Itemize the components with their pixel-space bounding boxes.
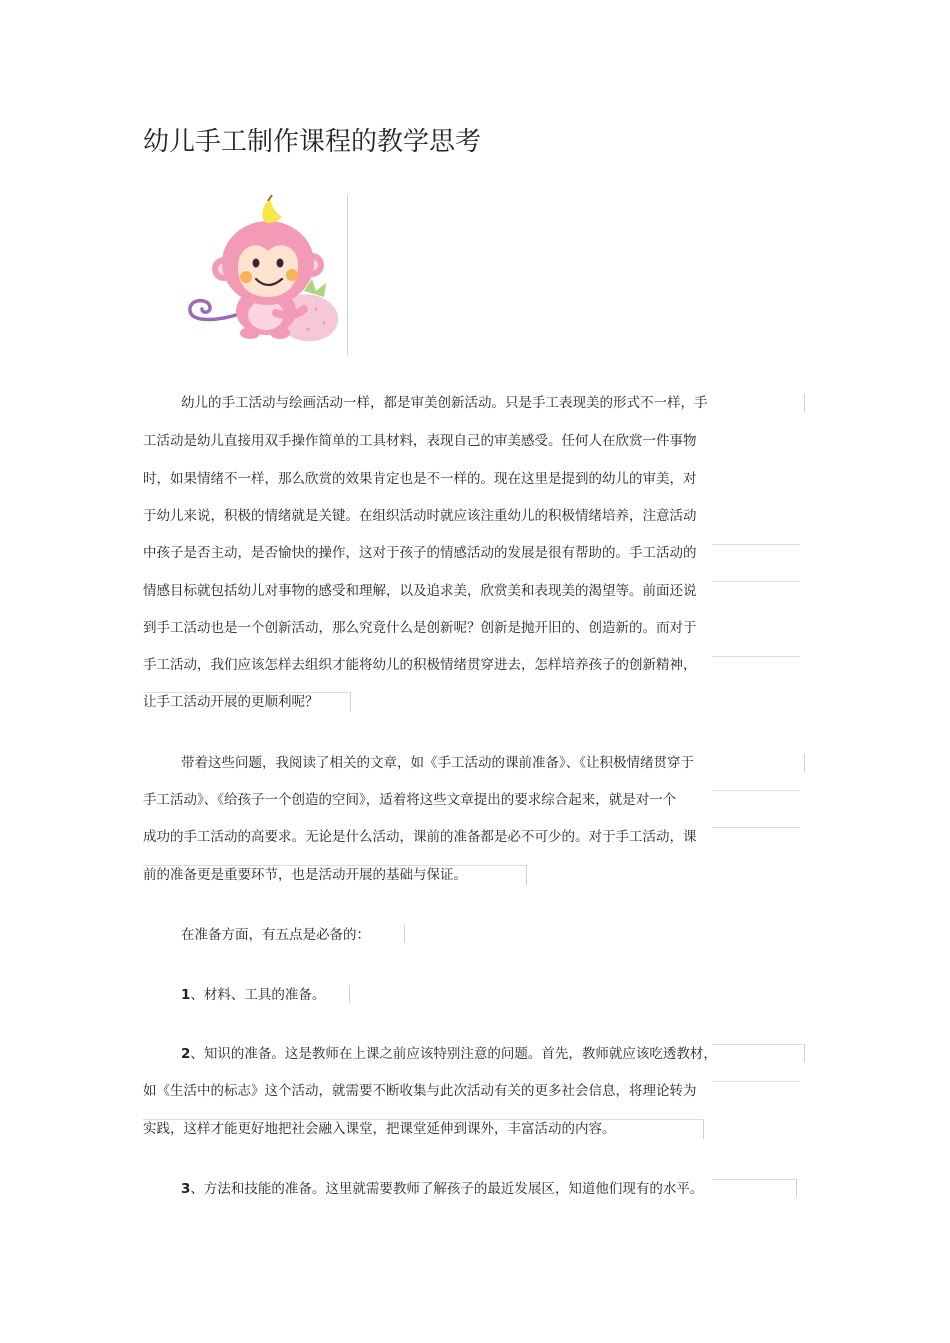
divider	[143, 692, 351, 693]
divider	[143, 1119, 703, 1120]
divider	[712, 1044, 804, 1045]
p1-line-6: 情感目标就包括幼儿对事物的感受和理解，以及追求美，欣赏美和表现美的渴望等。前面还说	[143, 583, 697, 599]
divider	[712, 581, 800, 582]
divider	[712, 544, 800, 545]
p1-line-1: 幼儿的手工活动与绘画活动一样，都是审美创新活动。只是手工表现美的形式不一样，手	[181, 395, 708, 411]
item3-text: 、方法和技能的准备。这里就需要教师了解孩子的最近发展区，知道他们现有的水平。	[190, 1181, 704, 1197]
p1-line-9: 让手工活动开展的更顺利呢？	[143, 694, 319, 710]
p1-line-2: 工活动是幼儿直接用双手操作简单的工具材料，表现自己的审美感受。任何人在欣赏一件事物	[143, 433, 697, 449]
p1-line-5: 中孩子是否主动，是否愉快的操作，这对于孩子的情感活动的发展是很有帮助的。手工活动的	[143, 545, 697, 561]
item1-text: 、材料、工具的准备。	[190, 987, 326, 1003]
divider	[712, 1179, 796, 1180]
divider	[712, 656, 800, 657]
item1-number: 1	[181, 987, 191, 1003]
divider	[712, 1081, 800, 1082]
divider	[350, 692, 351, 712]
divider	[796, 1179, 797, 1197]
p2-line-4: 前的准备更是重要环节，也是活动开展的基础与保证。	[143, 867, 467, 883]
divider	[143, 865, 527, 866]
item3-line	[181, 1179, 703, 1199]
item2-line-3: 实践，这样才能更好地把社会融入课堂，把课堂延伸到课外，丰富活动的内容。	[143, 1121, 616, 1137]
image-border	[347, 195, 348, 355]
item1-line	[181, 985, 325, 1005]
pink-monkey-illustration	[180, 193, 350, 358]
item2-line-2: 如《生活中的标志》这个活动，就需要不断收集与此次活动有关的更多社会信息，将理论转为	[143, 1083, 697, 1099]
p1-line-8: 手工活动，我们应该怎样去组织才能将幼儿的积极情绪贯穿进去，怎样培养孩子的创新精神，	[143, 657, 697, 673]
divider	[404, 925, 405, 943]
p1-line-3: 时，如果情绪不一样，那么欣赏的效果肯定也是不一样的。现在这里是提到的幼儿的审美，对	[143, 471, 697, 487]
divider	[804, 394, 805, 412]
divider	[712, 827, 800, 828]
divider	[804, 1044, 805, 1062]
p2-line-2: 手工活动》、《给孩子一个创造的空间》，适着将这些文章提出的要求综合起来，就是对一个	[143, 792, 677, 808]
p2-line-1: 带着这些问题，我阅读了相关的文章，如《手工活动的课前准备》、《让积极情绪贯穿于	[181, 755, 694, 771]
item3-number: 3	[181, 1181, 191, 1197]
item2-line-1	[181, 1044, 717, 1064]
p1-line-4: 于幼儿来说，积极的情绪就是关键。在组织活动时就应该注重幼儿的积极情绪培养，注意活动	[143, 508, 697, 524]
item2-text-1: 、知识的准备。这是教师在上课之前应该特别注意的问题。首先，教师就应该吃透教材，	[190, 1046, 717, 1062]
divider	[703, 1119, 704, 1139]
p1-line-7: 到手工活动也是一个创新活动，那么究竟什么是创新呢？创新是抛开旧的、创造新的。而对于	[143, 620, 697, 636]
p3-line: 在准备方面，有五点是必备的：	[181, 927, 370, 943]
item2-number: 2	[181, 1046, 191, 1062]
p2-line-3: 成功的手工活动的高要求。无论是什么活动，课前的准备都是必不可少的。对于手工活动，课	[143, 829, 697, 845]
divider	[526, 865, 527, 885]
divider	[712, 790, 800, 791]
divider	[804, 754, 805, 772]
divider	[349, 985, 350, 1003]
page-title: 幼儿手工制作课程的教学思考	[143, 127, 482, 157]
